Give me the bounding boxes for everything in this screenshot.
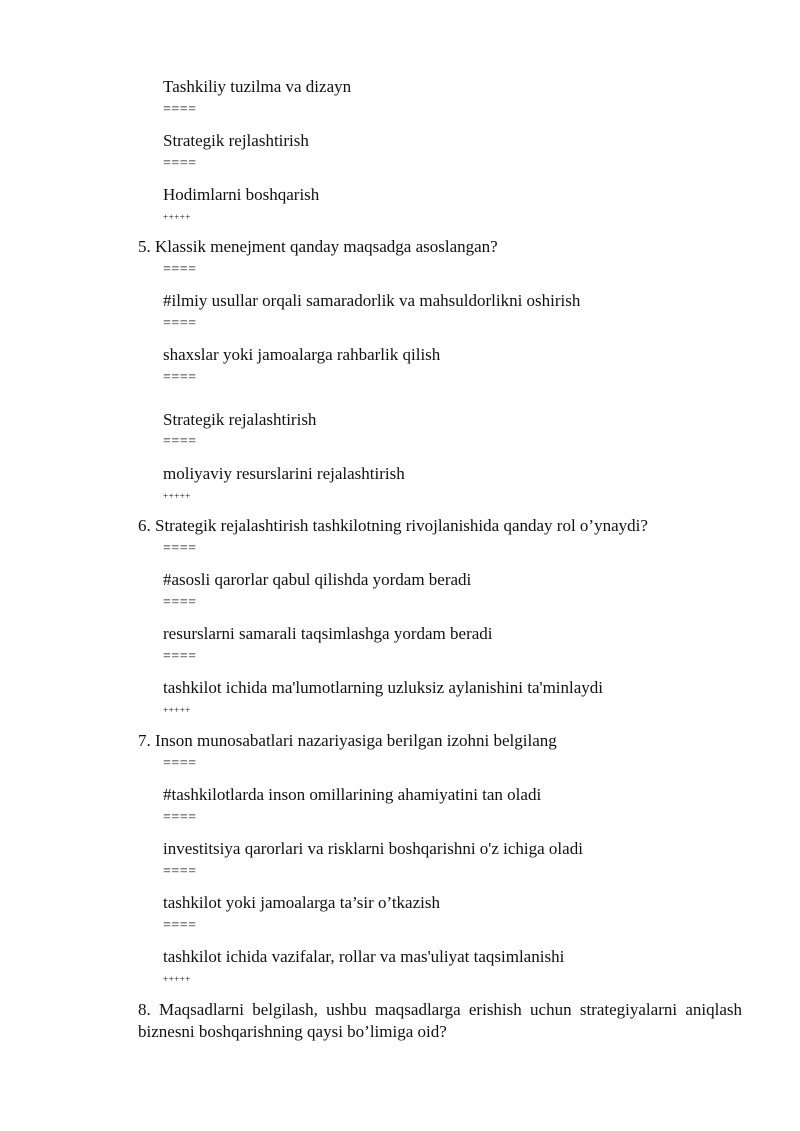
answer-option: tashkilot ichida ma'lumotlarning uzluksiz aylanishini ta'minlaydi [163, 678, 604, 697]
option-separator: ==== [163, 595, 197, 610]
question-5: 5. Klassik menejment qanday maqsadga asoslangan? [138, 237, 498, 256]
option-separator: ==== [163, 262, 197, 277]
answer-option: Strategik rejalashtirish [163, 410, 317, 429]
question-end-marker: +++++ [163, 212, 191, 222]
option-separator: ==== [163, 316, 197, 331]
question-end-marker: +++++ [163, 491, 191, 501]
answer-option: moliyaviy resurslarini rejalashtirish [163, 464, 405, 483]
answer-option: tashkilot ichida vazifalar, rollar va mas'uliyat taqsimlanishi [163, 947, 565, 966]
answer-option: Hodimlarni boshqarish [163, 185, 320, 204]
question-end-marker: +++++ [163, 705, 191, 715]
option-separator: ==== [163, 649, 197, 664]
question-8: 8. Maqsadlarni belgilash, ushbu maqsadlarga erishish uchun strategiyalarni aniqlash biznesni boshqarishning qaysi bo’limiga oid? [138, 1000, 742, 1041]
correct-answer-option: #asosli qarorlar qabul qilishda yordam beradi [163, 570, 472, 589]
question-7: 7. Inson munosabatlari nazariyasiga berilgan izohni belgilang [138, 731, 557, 750]
answer-option: Strategik rejlashtirish [163, 131, 309, 150]
option-separator: ==== [163, 434, 197, 449]
option-separator: ==== [163, 156, 197, 171]
option-separator: ==== [163, 918, 197, 933]
option-separator: ==== [163, 756, 197, 771]
answer-option: tashkilot yoki jamoalarga ta’sir o’tkazish [163, 893, 440, 912]
option-separator: ==== [163, 541, 197, 556]
question-6: 6. Strategik rejalashtirish tashkilotning rivojlanishida qanday rol o’ynaydi? [138, 516, 648, 535]
option-separator: ==== [163, 102, 197, 117]
answer-option: Tashkiliy tuzilma va dizayn [163, 77, 352, 96]
option-separator: ==== [163, 864, 197, 879]
answer-option: resurslarni samarali taqsimlashga yordam beradi [163, 624, 493, 643]
question-end-marker: +++++ [163, 974, 191, 984]
answer-option: investitsiya qarorlari va risklarni boshqarishni o'z ichiga oladi [163, 839, 583, 858]
correct-answer-option: #ilmiy usullar orqali samaradorlik va mahsuldorlikni oshirish [163, 291, 581, 310]
correct-answer-option: #tashkilotlarda inson omillarining ahamiyatini tan oladi [163, 785, 542, 804]
option-separator: ==== [163, 810, 197, 825]
answer-option: shaxslar yoki jamoalarga rahbarlik qilish [163, 345, 441, 364]
option-separator: ==== [163, 370, 197, 385]
